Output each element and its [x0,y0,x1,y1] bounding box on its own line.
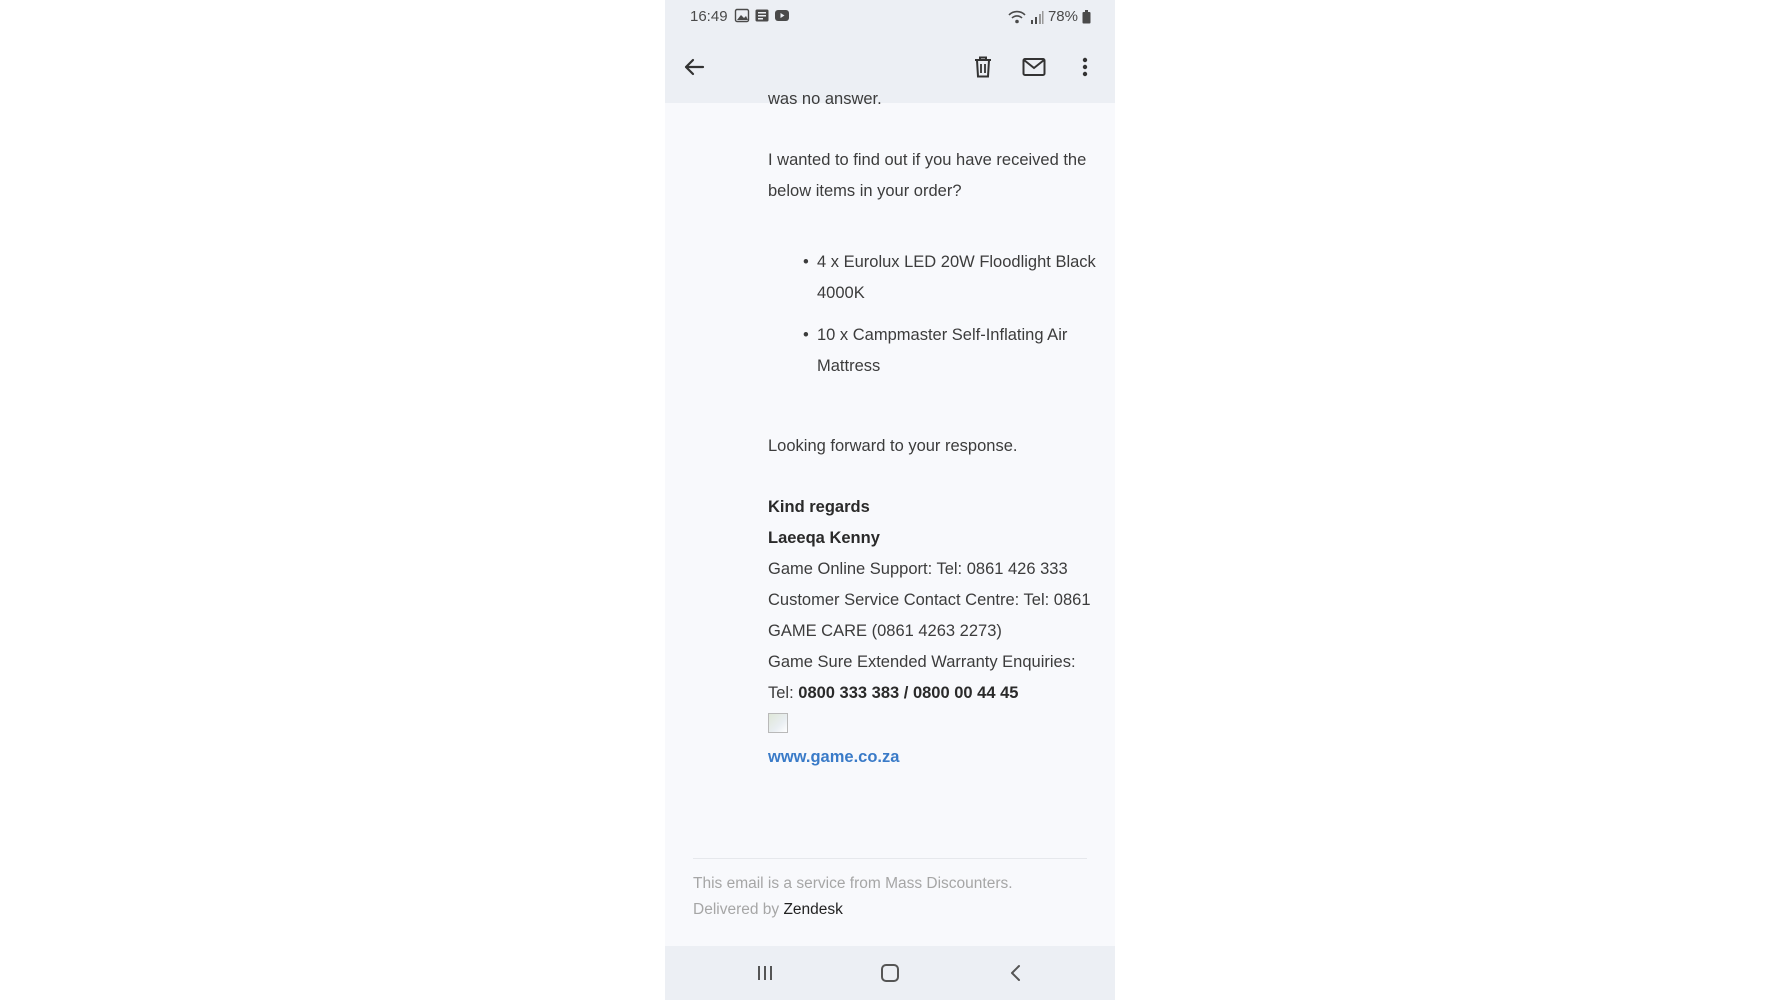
email-closing: Looking forward to your response. [768,437,1018,455]
back-button[interactable] [677,50,711,84]
mark-unread-button[interactable] [1017,50,1051,84]
mail-icon [1022,57,1046,77]
list-item: • 4 x Eurolux LED 20W Floodlight Black 4000K [803,247,1103,309]
email-body [665,90,1115,946]
delete-button[interactable] [966,50,1000,84]
signature-online-support: Game Online Support: Tel: 0861 426 333 [768,560,1068,578]
system-nav-bar [665,946,1115,1000]
website-link[interactable]: www.game.co.za [768,748,900,766]
battery-icon [1082,10,1091,24]
status-bar [665,0,1115,34]
notification-icons [735,9,789,22]
recent-apps-icon [756,965,774,981]
warranty-numbers: 0800 333 383 / 0800 00 44 45 [798,684,1019,702]
recent-apps-button[interactable] [748,958,782,988]
youtube-icon [775,9,789,22]
footer-delivered-prefix: Delivered by [693,901,784,918]
broken-image-icon [768,713,788,733]
signature-contact-centre: Customer Service Contact Centre: Tel: 0861 GAME CARE (0861 4263 2273) [768,591,1091,640]
more-options-button[interactable] [1068,50,1102,84]
trash-icon [973,56,993,78]
arrow-left-icon [683,56,705,78]
list-item: • 10 x Campmaster Self-Inflating Air Mattress [803,320,1103,382]
zendesk-link[interactable]: Zendesk [783,901,843,918]
order-items-list [803,247,1103,393]
wifi-icon [1008,10,1026,24]
more-vertical-icon [1082,57,1088,77]
home-icon [880,963,900,983]
status-right [1008,8,1091,25]
email-signature [768,492,1098,773]
email-toolbar [665,34,1115,103]
chevron-left-icon [1008,964,1022,982]
signature-name: Laeeqa Kenny [768,529,880,547]
signature-regards: Kind regards [768,498,870,516]
warranty-tel-prefix: Tel: [768,684,799,702]
message-icon [755,9,769,22]
gallery-icon [735,9,749,22]
signal-icon [1030,10,1044,24]
phone-screen [665,0,1115,1000]
footer-delivered-line [693,897,1087,923]
battery-percent: 78% [1047,8,1078,25]
email-footer [693,871,1087,923]
signature-warranty-line [768,678,1098,709]
signature-warranty-label: Game Sure Extended Warranty Enquiries: [768,653,1076,671]
status-time: 16:49 [690,8,728,25]
home-button[interactable] [873,958,907,988]
nav-back-button[interactable] [998,958,1032,988]
email-intro: I wanted to find out if you have received the below items in your order? [768,151,1087,200]
footer-divider [693,858,1087,859]
email-cut-line: was no answer. [768,90,882,108]
footer-service-text: This email is a service from Mass Discounters. [693,875,1013,892]
